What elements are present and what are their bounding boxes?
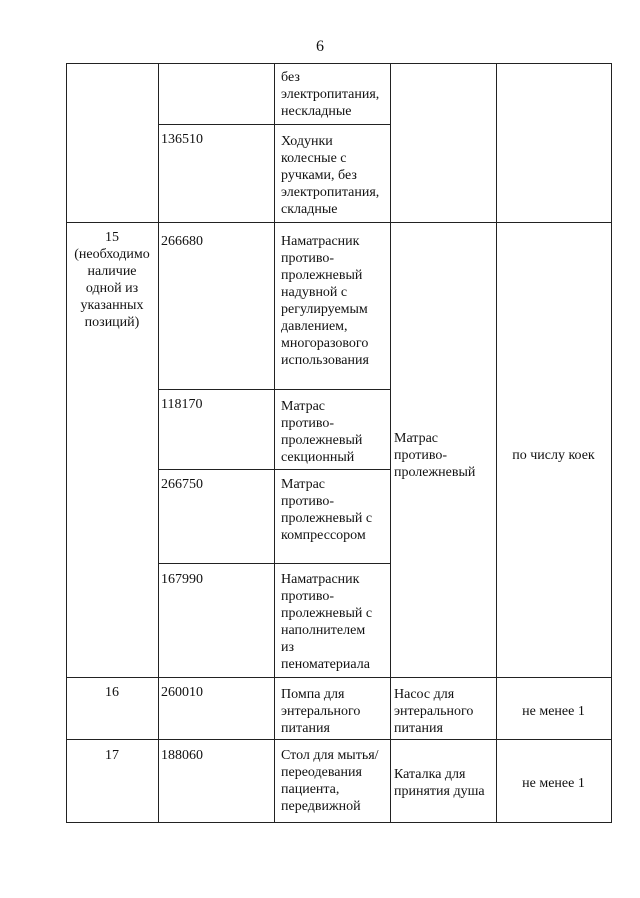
item-name: без электропитания, нескладные xyxy=(281,70,380,119)
column-divider xyxy=(274,63,275,823)
column-divider xyxy=(158,63,159,823)
item-name: Стол для мытья/ переодевания пациента, передвижной xyxy=(281,748,379,814)
item-name: Матрас противо- пролежневый с компрессором xyxy=(281,477,373,543)
quantity: не менее 1 xyxy=(522,776,585,791)
row-divider xyxy=(66,222,612,223)
item-name: Ходунки колесные с ручками, без электропитания, складные xyxy=(281,134,380,217)
item-code: 118170 xyxy=(161,397,203,412)
item-name: Помпа для энтерального питания xyxy=(281,687,361,736)
row-number: 16 xyxy=(105,685,119,700)
equipment-type: Насос для энтерального питания xyxy=(394,687,474,736)
item-code: 266750 xyxy=(161,477,203,492)
table-top-border xyxy=(66,63,612,64)
item-code: 260010 xyxy=(161,685,203,700)
table-right-border xyxy=(611,63,612,823)
item-code: 188060 xyxy=(161,748,203,763)
equipment-type: Матрас противо- пролежневый xyxy=(394,431,476,480)
page-number: 6 xyxy=(316,38,324,55)
item-code: 266680 xyxy=(161,234,203,249)
row-number: 15 (необходимо наличие одной из указанных позиций) xyxy=(74,230,150,330)
item-name: Матрас противо- пролежневый секционный xyxy=(281,399,363,465)
table-left-border xyxy=(66,63,67,823)
item-name: Наматрасник противо- пролежневый с наполнителем из пеноматериала xyxy=(281,572,373,672)
equipment-table xyxy=(66,63,612,823)
row-number: 17 xyxy=(105,748,119,763)
quantity: не менее 1 xyxy=(522,704,585,719)
quantity: по числу коек xyxy=(512,448,595,463)
equipment-type: Каталка для принятия душа xyxy=(394,767,485,799)
item-code: 167990 xyxy=(161,572,203,587)
row-divider xyxy=(66,739,612,740)
item-code: 136510 xyxy=(161,132,203,147)
item-name: Наматрасник противо- пролежневый надувной с регулируемым давлением, многоразового использования xyxy=(281,234,369,368)
row-divider xyxy=(66,677,612,678)
table-bottom-border xyxy=(66,822,612,823)
